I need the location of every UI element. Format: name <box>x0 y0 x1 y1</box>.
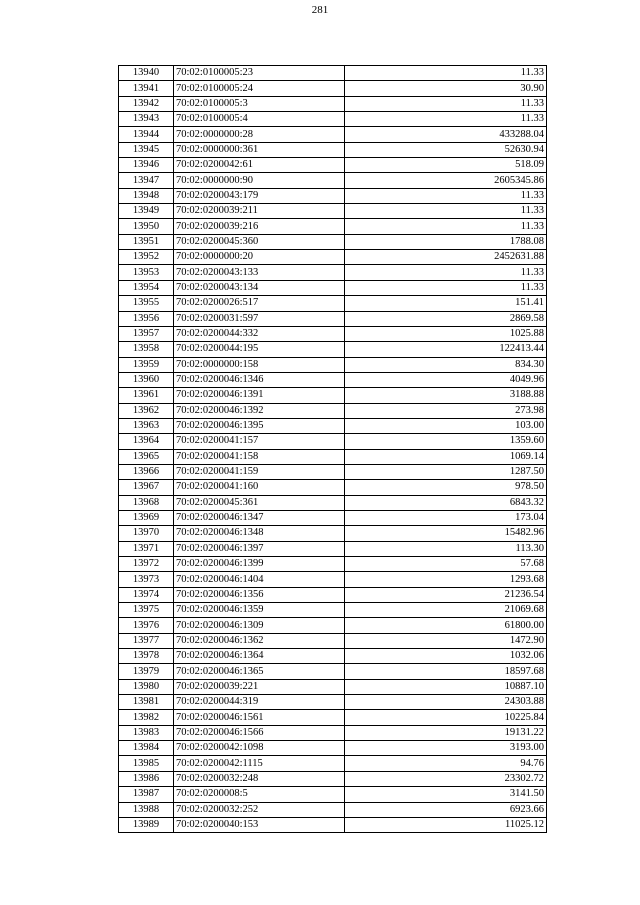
cadastral-number-cell: 70:02:0000000:158 <box>174 357 345 372</box>
value-cell: 11.33 <box>345 188 547 203</box>
table-row <box>119 741 547 756</box>
cadastral-number-cell: 70:02:0200046:1561 <box>174 710 345 725</box>
row-number-cell: 13970 <box>119 526 174 541</box>
value-cell: 11.33 <box>345 112 547 127</box>
row-number-cell: 13968 <box>119 495 174 510</box>
row-number-cell: 13940 <box>119 66 174 81</box>
cadastral-number-cell: 70:02:0200046:1397 <box>174 541 345 556</box>
cadastral-number-cell: 70:02:0200046:1392 <box>174 403 345 418</box>
row-number-cell: 13971 <box>119 541 174 556</box>
cadastral-number-cell: 70:02:0000000:361 <box>174 142 345 157</box>
cadastral-number-cell: 70:02:0200044:319 <box>174 695 345 710</box>
row-number-cell: 13963 <box>119 418 174 433</box>
value-cell: 151.41 <box>345 296 547 311</box>
cadastral-number-cell: 70:02:0000000:20 <box>174 250 345 265</box>
row-number-cell: 13943 <box>119 112 174 127</box>
value-cell: 1788.08 <box>345 234 547 249</box>
table-row <box>119 112 547 127</box>
table-row <box>119 787 547 802</box>
value-cell: 23302.72 <box>345 771 547 786</box>
row-number-cell: 13952 <box>119 250 174 265</box>
table-row <box>119 250 547 265</box>
value-cell: 2869.58 <box>345 311 547 326</box>
row-number-cell: 13982 <box>119 710 174 725</box>
table-row <box>119 603 547 618</box>
row-number-cell: 13969 <box>119 510 174 525</box>
value-cell: 1025.88 <box>345 326 547 341</box>
row-number-cell: 13945 <box>119 142 174 157</box>
value-cell: 4049.96 <box>345 372 547 387</box>
value-cell: 433288.04 <box>345 127 547 142</box>
row-number-cell: 13978 <box>119 649 174 664</box>
cadastral-number-cell: 70:02:0200042:1098 <box>174 741 345 756</box>
cadastral-number-cell: 70:02:0200039:211 <box>174 204 345 219</box>
cadastral-number-cell: 70:02:0200039:216 <box>174 219 345 234</box>
row-number-cell: 13949 <box>119 204 174 219</box>
cadastral-number-cell: 70:02:0000000:28 <box>174 127 345 142</box>
table-row <box>119 204 547 219</box>
cadastral-number-cell: 70:02:0200046:1362 <box>174 633 345 648</box>
value-cell: 834.30 <box>345 357 547 372</box>
cadastral-number-cell: 70:02:0200044:332 <box>174 326 345 341</box>
row-number-cell: 13959 <box>119 357 174 372</box>
table-row <box>119 418 547 433</box>
value-cell: 30.90 <box>345 81 547 96</box>
table-row <box>119 326 547 341</box>
row-number-cell: 13966 <box>119 464 174 479</box>
table-row <box>119 480 547 495</box>
row-number-cell: 13987 <box>119 787 174 802</box>
value-cell: 11025.12 <box>345 817 547 832</box>
row-number-cell: 13973 <box>119 572 174 587</box>
row-number-cell: 13974 <box>119 587 174 602</box>
value-cell: 173.04 <box>345 510 547 525</box>
cadastral-number-cell: 70:02:0200042:1115 <box>174 756 345 771</box>
table-row <box>119 572 547 587</box>
table-row <box>119 403 547 418</box>
cadastral-number-cell: 70:02:0200044:195 <box>174 342 345 357</box>
cadastral-number-cell: 70:02:0200046:1566 <box>174 725 345 740</box>
value-cell: 6843.32 <box>345 495 547 510</box>
row-number-cell: 13953 <box>119 265 174 280</box>
value-cell: 103.00 <box>345 418 547 433</box>
row-number-cell: 13972 <box>119 557 174 572</box>
value-cell: 10225.84 <box>345 710 547 725</box>
value-cell: 11.33 <box>345 96 547 111</box>
cadastral-number-cell: 70:02:0200032:248 <box>174 771 345 786</box>
cadastral-number-cell: 70:02:0200046:1399 <box>174 557 345 572</box>
row-number-cell: 13981 <box>119 695 174 710</box>
table-row <box>119 664 547 679</box>
cadastral-number-cell: 70:02:0200046:1404 <box>174 572 345 587</box>
table-row <box>119 633 547 648</box>
registry-table <box>118 65 547 833</box>
cadastral-number-cell: 70:02:0200045:361 <box>174 495 345 510</box>
cadastral-number-cell: 70:02:0200046:1309 <box>174 618 345 633</box>
cadastral-number-cell: 70:02:0200041:159 <box>174 464 345 479</box>
table-row <box>119 219 547 234</box>
row-number-cell: 13983 <box>119 725 174 740</box>
row-number-cell: 13964 <box>119 434 174 449</box>
value-cell: 2452631.88 <box>345 250 547 265</box>
value-cell: 273.98 <box>345 403 547 418</box>
value-cell: 1359.60 <box>345 434 547 449</box>
cadastral-number-cell: 70:02:0100005:23 <box>174 66 345 81</box>
table-row <box>119 464 547 479</box>
table-row <box>119 173 547 188</box>
value-cell: 122413.44 <box>345 342 547 357</box>
row-number-cell: 13958 <box>119 342 174 357</box>
table-row <box>119 557 547 572</box>
cadastral-number-cell: 70:02:0200046:1364 <box>174 649 345 664</box>
cadastral-number-cell: 70:02:0200031:597 <box>174 311 345 326</box>
value-cell: 19131.22 <box>345 725 547 740</box>
cadastral-number-cell: 70:02:0200046:1346 <box>174 372 345 387</box>
table-row <box>119 158 547 173</box>
row-number-cell: 13941 <box>119 81 174 96</box>
row-number-cell: 13950 <box>119 219 174 234</box>
value-cell: 10887.10 <box>345 679 547 694</box>
cadastral-number-cell: 70:02:0100005:3 <box>174 96 345 111</box>
value-cell: 6923.66 <box>345 802 547 817</box>
value-cell: 1032.06 <box>345 649 547 664</box>
table-row <box>119 510 547 525</box>
cadastral-number-cell: 70:02:0200032:252 <box>174 802 345 817</box>
cadastral-number-cell: 70:02:0200043:179 <box>174 188 345 203</box>
row-number-cell: 13956 <box>119 311 174 326</box>
value-cell: 978.50 <box>345 480 547 495</box>
value-cell: 2605345.86 <box>345 173 547 188</box>
value-cell: 21236.54 <box>345 587 547 602</box>
table-row <box>119 771 547 786</box>
table-row <box>119 649 547 664</box>
cadastral-number-cell: 70:02:0100005:24 <box>174 81 345 96</box>
table-row <box>119 81 547 96</box>
table-row <box>119 618 547 633</box>
row-number-cell: 13976 <box>119 618 174 633</box>
table-row <box>119 756 547 771</box>
cadastral-number-cell: 70:02:0100005:4 <box>174 112 345 127</box>
table-row <box>119 495 547 510</box>
page-number: 281 <box>311 4 329 16</box>
table-row <box>119 587 547 602</box>
value-cell: 18597.68 <box>345 664 547 679</box>
value-cell: 94.76 <box>345 756 547 771</box>
row-number-cell: 13965 <box>119 449 174 464</box>
cadastral-number-cell: 70:02:0200039:221 <box>174 679 345 694</box>
cadastral-number-cell: 70:02:0200042:61 <box>174 158 345 173</box>
cadastral-number-cell: 70:02:0200041:160 <box>174 480 345 495</box>
value-cell: 3188.88 <box>345 388 547 403</box>
table-row <box>119 188 547 203</box>
table-row <box>119 526 547 541</box>
row-number-cell: 13948 <box>119 188 174 203</box>
value-cell: 11.33 <box>345 219 547 234</box>
value-cell: 11.33 <box>345 280 547 295</box>
value-cell: 1472.90 <box>345 633 547 648</box>
table-row <box>119 434 547 449</box>
row-number-cell: 13989 <box>119 817 174 832</box>
table-row <box>119 311 547 326</box>
value-cell: 21069.68 <box>345 603 547 618</box>
value-cell: 11.33 <box>345 265 547 280</box>
cadastral-number-cell: 70:02:0200040:153 <box>174 817 345 832</box>
value-cell: 1293.68 <box>345 572 547 587</box>
table-row <box>119 342 547 357</box>
row-number-cell: 13980 <box>119 679 174 694</box>
cadastral-number-cell: 70:02:0200046:1391 <box>174 388 345 403</box>
row-number-cell: 13944 <box>119 127 174 142</box>
value-cell: 11.33 <box>345 204 547 219</box>
cadastral-number-cell: 70:02:0200043:133 <box>174 265 345 280</box>
table-row <box>119 710 547 725</box>
row-number-cell: 13954 <box>119 280 174 295</box>
value-cell: 3141.50 <box>345 787 547 802</box>
cadastral-number-cell: 70:02:0200046:1356 <box>174 587 345 602</box>
table-row <box>119 142 547 157</box>
table-row <box>119 66 547 81</box>
table-row <box>119 541 547 556</box>
table-row <box>119 280 547 295</box>
row-number-cell: 13975 <box>119 603 174 618</box>
value-cell: 113.30 <box>345 541 547 556</box>
row-number-cell: 13979 <box>119 664 174 679</box>
cadastral-number-cell: 70:02:0200041:158 <box>174 449 345 464</box>
value-cell: 24303.88 <box>345 695 547 710</box>
row-number-cell: 13985 <box>119 756 174 771</box>
value-cell: 52630.94 <box>345 142 547 157</box>
table-row <box>119 449 547 464</box>
row-number-cell: 13946 <box>119 158 174 173</box>
table-row <box>119 802 547 817</box>
row-number-cell: 13947 <box>119 173 174 188</box>
table-row <box>119 817 547 832</box>
row-number-cell: 13986 <box>119 771 174 786</box>
table-row <box>119 725 547 740</box>
value-cell: 1069.14 <box>345 449 547 464</box>
table-row <box>119 265 547 280</box>
row-number-cell: 13977 <box>119 633 174 648</box>
cadastral-number-cell: 70:02:0200046:1359 <box>174 603 345 618</box>
row-number-cell: 13988 <box>119 802 174 817</box>
cadastral-number-cell: 70:02:0200045:360 <box>174 234 345 249</box>
cadastral-number-cell: 70:02:0200026:517 <box>174 296 345 311</box>
cadastral-number-cell: 70:02:0200046:1347 <box>174 510 345 525</box>
value-cell: 3193.00 <box>345 741 547 756</box>
registry-table-body <box>119 66 547 833</box>
table-row <box>119 372 547 387</box>
value-cell: 15482.96 <box>345 526 547 541</box>
row-number-cell: 13951 <box>119 234 174 249</box>
table-row <box>119 695 547 710</box>
row-number-cell: 13960 <box>119 372 174 387</box>
cadastral-number-cell: 70:02:0200041:157 <box>174 434 345 449</box>
table-row <box>119 679 547 694</box>
cadastral-number-cell: 70:02:0200008:5 <box>174 787 345 802</box>
table-row <box>119 127 547 142</box>
row-number-cell: 13984 <box>119 741 174 756</box>
value-cell: 1287.50 <box>345 464 547 479</box>
row-number-cell: 13955 <box>119 296 174 311</box>
row-number-cell: 13967 <box>119 480 174 495</box>
table-row <box>119 388 547 403</box>
row-number-cell: 13961 <box>119 388 174 403</box>
row-number-cell: 13962 <box>119 403 174 418</box>
table-row <box>119 357 547 372</box>
cadastral-number-cell: 70:02:0200046:1395 <box>174 418 345 433</box>
value-cell: 61800.00 <box>345 618 547 633</box>
row-number-cell: 13957 <box>119 326 174 341</box>
value-cell: 518.09 <box>345 158 547 173</box>
cadastral-number-cell: 70:02:0200046:1365 <box>174 664 345 679</box>
cadastral-number-cell: 70:02:0200043:134 <box>174 280 345 295</box>
row-number-cell: 13942 <box>119 96 174 111</box>
table-row <box>119 96 547 111</box>
cadastral-number-cell: 70:02:0200046:1348 <box>174 526 345 541</box>
table-row <box>119 234 547 249</box>
cadastral-number-cell: 70:02:0000000:90 <box>174 173 345 188</box>
value-cell: 57.68 <box>345 557 547 572</box>
value-cell: 11.33 <box>345 66 547 81</box>
table-row <box>119 296 547 311</box>
